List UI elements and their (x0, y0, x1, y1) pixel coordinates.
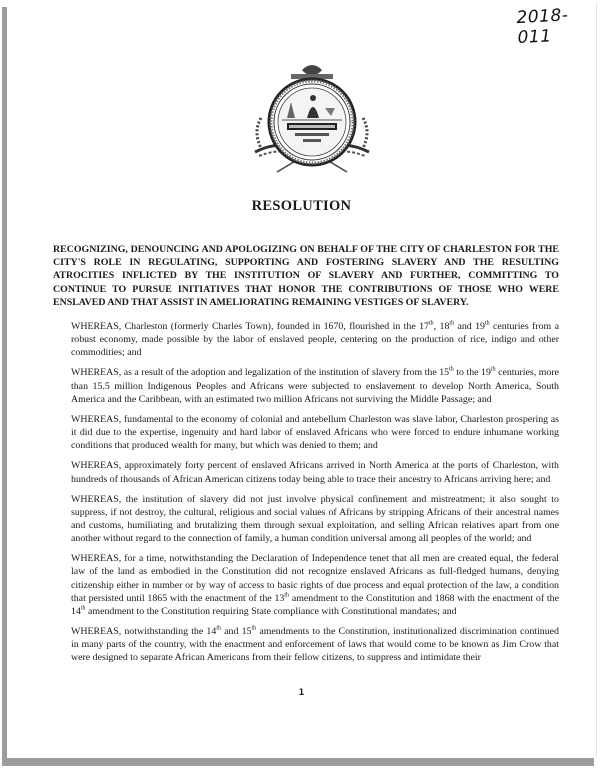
ordinal-suffix: th (484, 320, 490, 327)
clause-text: centuries, more than 15.5 million Indigenous Peoples and Africans were subjected to enslavement to develop North America, South America and the Caribbean, with an estimated two million Africans not surviving the Middle Passage; and (71, 367, 559, 405)
clause-text: to the 19 (453, 367, 491, 379)
ordinal-suffix: th (429, 320, 434, 327)
clause-text: WHEREAS, the institution of slavery did not just involve physical confinement and mistreatment; it also sought to suppress, if not destroy, the cultural, religious and social values of Africans by stripping Africans of their ancestral names and customs, humiliating and brutalizing them through sexual exploitation, and selling African relatives apart from one another without regard to the connection of family, a human condition universal among all peoples of the world; and (71, 493, 559, 545)
page-number: 1 (298, 688, 305, 698)
document-page (7, 2, 597, 758)
page-shadow-bottom (2, 758, 594, 766)
clause-text: WHEREAS, as a result of the adoption and legalization of the institution of slavery from the 15 (71, 367, 450, 379)
clause-text: amendments to the Constitution, institutionalized discrimination continued in many parts of the country, with the enactment and enforcement of laws that would come to be known as Jim Crow that were designed to separate African Americans from their fellow citizens, to suppress and intimidate their (71, 626, 559, 664)
clause-text: WHEREAS, notwithstanding the 14 (71, 626, 217, 637)
ordinal-suffix: th (449, 367, 454, 374)
resolution-subtitle: RECOGNIZING, DENOUNCING AND APOLOGIZING ON BEHALF OF THE CITY OF CHARLESTON FOR THE CITY'S ROLE IN REGULATING, SUPPORTING AND FOSTERING SLAVERY AND THE RESULTING ATROCITIES INFLICTED BY THE INSTITUTION OF SLAVERY AND FURTHER, COMMITTING TO CONTINUE TO PURSUE INITIATIVES THAT HONOR THE CONTRIBUTIONS OF THOSE WHO WERE ENSLAVED AND THAT ASSIST IN AMELIORATING REMAINING VESTIGES OF SLAVERY. (53, 244, 559, 308)
clause-text: and 19 (454, 321, 485, 332)
clause-text: WHEREAS, fundamental to the economy of colonial and antebellum Charleston was slave labor, Charleston prospering as it did due to the expertise, ingenuity and hard labor of enslaved Africans who were forced to endure inhumane working conditions that produced wealth for many, but which was denied to them; and (71, 413, 559, 452)
clause-text: and 15 (220, 626, 252, 637)
resolution-body (71, 320, 559, 671)
ordinal-suffix: th (216, 625, 221, 632)
clause-text: amendment to the Constitution and 1868 with the enactment of the 14 (71, 592, 559, 617)
resolution-title: RESOLUTION (251, 198, 352, 214)
ordinal-suffix: th (449, 320, 455, 327)
city-seal-icon (247, 60, 377, 180)
whereas-clause (71, 493, 559, 545)
clause-text: amendment to the Constitution requiring State compliance with Constitutional mandates; and (85, 605, 457, 617)
whereas-clause (71, 413, 559, 452)
whereas-clause (71, 459, 559, 485)
whereas-clause (71, 625, 559, 664)
ordinal-suffix: th (284, 592, 290, 599)
clause-text: centuries from a robust economy, made possible by the labor of enslaved people, centering on the production of rice, indigo and other commodities; and (71, 321, 559, 359)
clause-text: WHEREAS, for a time, notwithstanding the Declaration of Independence tenet that all men are created equal, the federal law of the land as embodied in the Constitution did not recognize enslaved Africans as full-fledged humans, denying citizenship either in number or by way of access to basic rights of due process and equal protection of the law, a condition that persisted until 1865 with the enactment of the 13 (71, 553, 559, 604)
whereas-clause (71, 366, 559, 405)
handwritten-document-number: 2018-011 (516, 5, 569, 49)
ordinal-suffix: th (80, 605, 86, 612)
ordinal-suffix: th (251, 625, 257, 632)
whereas-clause (71, 552, 559, 617)
whereas-clause (71, 320, 559, 359)
ordinal-suffix: th (490, 367, 496, 374)
clause-text: WHEREAS, Charleston (formerly Charles Town), founded in 1670, flourished in the 17 (71, 321, 429, 332)
clause-text: WHEREAS, approximately forty percent of enslaved Africans arrived in North America at the ports of Charleston, with hundreds of thousands of African American citizens today being able to trace their ancestry to Africans arriving here; and (71, 460, 559, 485)
clause-text: , 18 (433, 321, 450, 332)
